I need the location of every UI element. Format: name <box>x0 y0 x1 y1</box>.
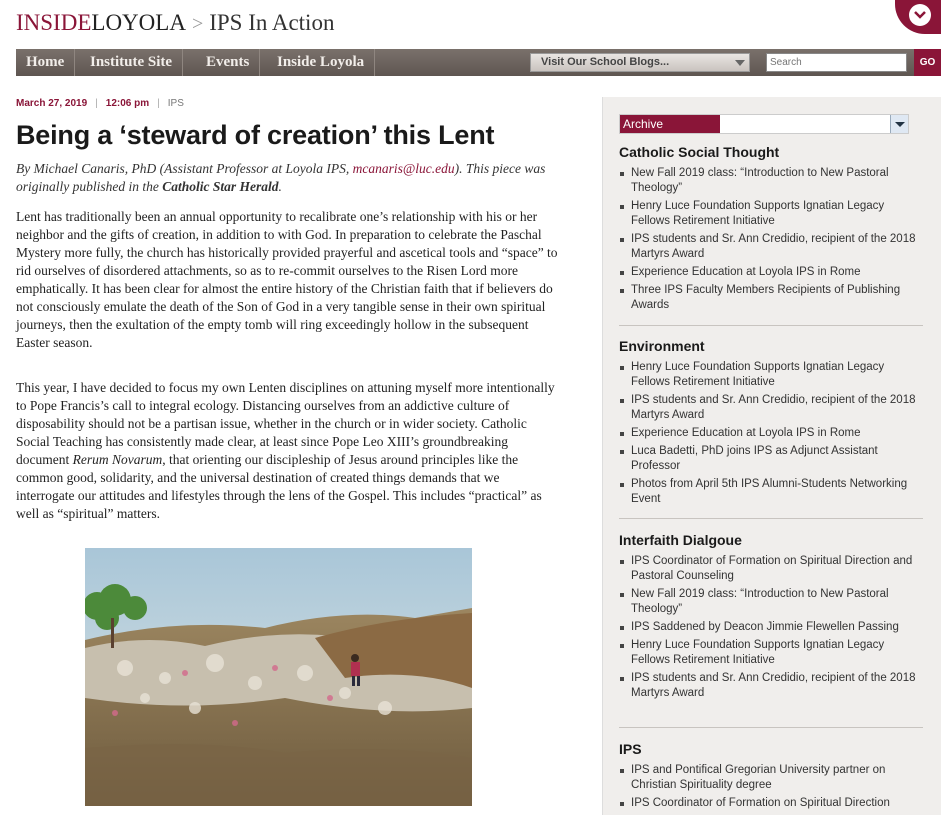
chevron-down-icon <box>909 4 931 26</box>
sidebar-divider <box>619 325 923 326</box>
nav-institute-site[interactable]: Institute Site <box>80 49 183 76</box>
document-title: Rerum Novarum <box>72 452 163 467</box>
sidebar-link[interactable]: New Fall 2019 class: “Introduction to New Pastoral Theology” <box>619 166 923 196</box>
post-time: 12:06 pm <box>105 98 150 109</box>
sidebar-link[interactable]: Experience Education at Loyola IPS in Rome <box>619 426 923 441</box>
school-blogs-select-label: Visit Our School Blogs... <box>541 56 670 68</box>
sidebar <box>602 97 941 815</box>
school-blogs-select[interactable] <box>530 53 750 72</box>
sidebar-link[interactable]: Three IPS Faculty Members Recipients of Publishing Awards <box>619 283 923 313</box>
post-paragraph-1: Lent has traditionally been an annual opportunity to recalibrate one’s relationship with his or her neighbor and the gifts of creation, in addition to with God. In preparation to celebrate the Paschal Mystery more fully, the church has historically provided prayerful and ascetical tools and “space” to rid ourselves of disordered attachments, so as to re-commit ourselves to the Risen Lord more emphatically. It has been clear for almost the entire history of the Christian faith that if believers do not consciously emulate the death of the Son of God in a very tangible sense in their own spiritual journeys, then the exultation of the empty tomb will ring exceedingly hollow in the subsequent Easter season. <box>16 209 558 350</box>
sidebar-link[interactable]: Henry Luce Foundation Supports Ignatian Legacy Fellows Retirement Initiative <box>619 360 923 390</box>
post-date: March 27, 2019 <box>16 98 88 109</box>
sidebar-link[interactable]: IPS and Pontifical Gregorian University partner on Christian Spirituality degree <box>619 763 923 793</box>
meta-divider: | <box>157 98 160 109</box>
sidebar-link[interactable]: IPS Coordinator of Formation on Spiritual Direction and Pastoral Counseling <box>619 554 923 584</box>
nav-events[interactable]: Events <box>196 49 260 76</box>
sidebar-link[interactable]: IPS Saddened by Deacon Jimmie Flewellen Passing <box>619 620 923 635</box>
menu-toggle-button[interactable] <box>895 0 941 34</box>
sidebar-section-environment <box>619 338 923 510</box>
brand-loyola: LOYOLA <box>91 10 186 35</box>
para2-text-b: , that orienting our discipleship of Jesus around principles like the common good, solidarity, and the universal destination of created things demands that we interrogate our attitudes and lifestyles through the lens of the Gospel. This includes “practical” as well as “spiritual” matters. <box>16 452 542 521</box>
post-meta <box>16 98 184 109</box>
author-email-link[interactable]: mcanaris@luc.edu <box>352 161 455 176</box>
sidebar-link[interactable]: IPS students and Sr. Ann Credidio, recipient of the 2018 Martyrs Award <box>619 671 923 701</box>
dropdown-arrow-icon <box>735 60 745 66</box>
sidebar-section-heading[interactable]: IPS <box>619 741 642 757</box>
post-category[interactable]: IPS <box>167 98 184 109</box>
search-input[interactable] <box>766 53 907 72</box>
sidebar-link[interactable]: Experience Education at Loyola IPS in Rome <box>619 265 923 280</box>
sidebar-section-heading[interactable]: Interfaith Dialgoue <box>619 532 742 548</box>
nav-home[interactable]: Home <box>16 49 75 76</box>
sidebar-link[interactable]: IPS students and Sr. Ann Credidio, recipient of the 2018 Martyrs Award <box>619 232 923 262</box>
sidebar-link[interactable]: Luca Badetti, PhD joins IPS as Adjunct Assistant Professor <box>619 444 923 474</box>
byline-end: . <box>278 179 282 194</box>
brand-inside: INSIDE <box>16 10 92 35</box>
sidebar-link[interactable]: Henry Luce Foundation Supports Ignatian Legacy Fellows Retirement Initiative <box>619 638 923 668</box>
post-photo <box>85 548 472 806</box>
sidebar-link[interactable]: New Fall 2019 class: “Introduction to New Pastoral Theology” <box>619 587 923 617</box>
archive-label: Archive <box>620 115 720 133</box>
post-title: Being a ‘steward of creation’ this Lent <box>16 120 495 150</box>
sidebar-link[interactable]: IPS students and Sr. Ann Credidio, recipient of the 2018 Martyrs Award <box>619 393 923 423</box>
byline-mid: ). This piece was originally published in the <box>16 161 546 194</box>
blog-section-title[interactable]: IPS In Action <box>209 10 335 35</box>
para2-text-a: This year, I have decided to focus my own Lenten disciplines on attuning myself more intentionally to Pope Francis’s call to integral ecology. Distancing ourselves from an addictive culture of disposability should not be a partisan issue, whether in the church or in wider society. Catholic Social Teaching has consistently made clear, at least since Pope Leo XIII’s groundbreaking document <box>16 380 555 467</box>
main-nav <box>16 49 941 76</box>
sidebar-section-ips <box>619 741 923 814</box>
sidebar-link[interactable]: Henry Luce Foundation Supports Ignatian Legacy Fellows Retirement Initiative <box>619 199 923 229</box>
sidebar-link[interactable]: IPS Coordinator of Formation on Spiritual Direction <box>619 796 923 811</box>
sidebar-section-heading[interactable]: Environment <box>619 338 705 354</box>
archive-select[interactable] <box>619 114 909 134</box>
sidebar-section-heading[interactable]: Catholic Social Thought <box>619 144 780 160</box>
site-brand[interactable] <box>16 10 334 36</box>
sidebar-divider <box>619 518 923 519</box>
publication-name: Catholic Star Herald <box>162 179 279 194</box>
brand-separator: > <box>191 13 204 35</box>
dropdown-arrow-icon[interactable] <box>890 115 908 133</box>
sidebar-link[interactable]: Photos from April 5th IPS Alumni-Students Networking Event <box>619 477 923 507</box>
sidebar-section-catholic-social-thought <box>619 144 923 316</box>
sidebar-divider <box>619 727 923 728</box>
sidebar-section-interfaith-dialogue <box>619 532 923 704</box>
search-go-button[interactable]: GO <box>914 49 941 76</box>
post-byline <box>16 160 561 196</box>
byline-prefix: By Michael Canaris, PhD (Assistant Professor at Loyola IPS, <box>16 161 353 176</box>
meta-divider: | <box>95 98 98 109</box>
post-paragraph-2 <box>16 379 561 523</box>
nav-inside-loyola[interactable]: Inside Loyola <box>267 49 375 76</box>
